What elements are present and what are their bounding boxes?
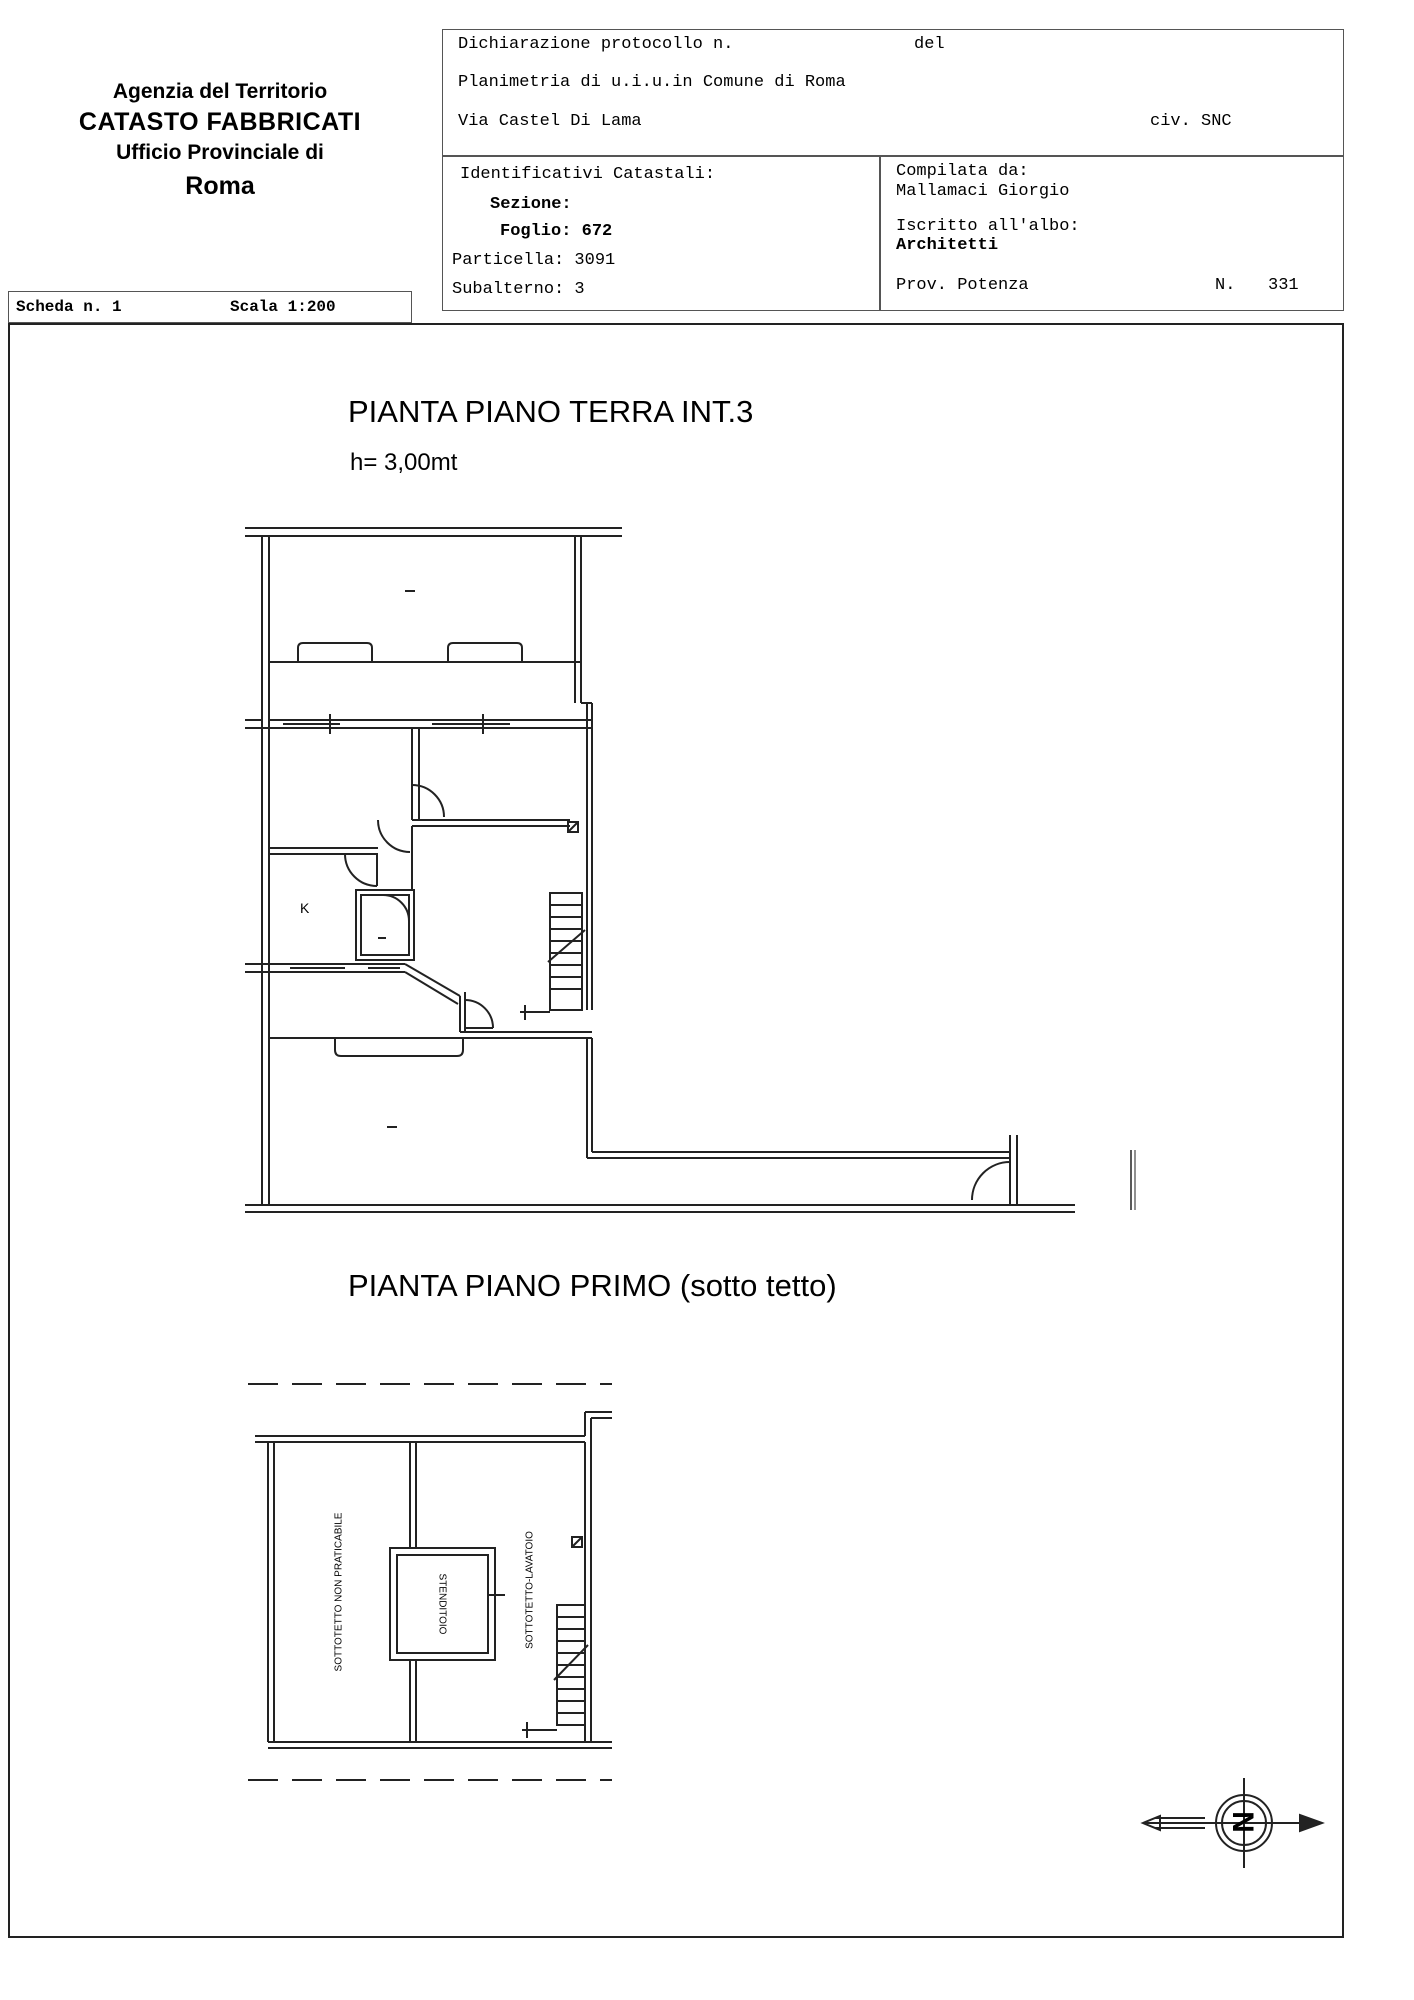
civic-number: civ. SNC: [1150, 112, 1232, 131]
province: Prov. Potenza: [896, 276, 1029, 295]
catastal-sezione: Sezione:: [490, 195, 572, 214]
catastal-particella: Particella: 3091: [452, 251, 616, 270]
ground-plan-height: h= 3,00mt: [350, 449, 458, 476]
first-plan-title: PIANTA PIANO PRIMO (sotto tetto): [348, 1268, 837, 1303]
address-line: Via Castel Di Lama: [458, 112, 642, 131]
ground-floor-plan: [245, 528, 1075, 1212]
first-floor-plan: [248, 1384, 612, 1780]
catastal-subalterno: Subalterno: 3: [452, 280, 585, 299]
scheda-number: Scheda n. 1: [16, 298, 122, 316]
attic-room-label: SOTTOTETTO NON PRATICABILE: [333, 1512, 345, 1672]
catastal-foglio: Foglio: 672: [500, 222, 613, 241]
ground-plan-title: PIANTA PIANO TERRA INT.3: [348, 394, 754, 429]
compiler-name: Mallamaci Giorgio: [896, 182, 1070, 201]
planimetria-line: Planimetria di u.i.u.in Comune di Roma: [458, 73, 846, 92]
compass-letter: N: [1225, 1811, 1259, 1833]
scheda-scale: Scala 1:200: [230, 298, 336, 316]
laundry-room-label: SOTTOTETTO-LAVATOIO: [524, 1531, 536, 1649]
drying-room-label: STENDITOIO: [436, 1573, 448, 1635]
catastal-title: Identificativi Catastali:: [460, 165, 716, 184]
kitchen-label: K: [300, 900, 310, 916]
protocol-label: Dichiarazione protocollo n.: [458, 35, 734, 54]
compiler-label: Compilata da:: [896, 162, 1029, 181]
albo-value: Architetti: [896, 236, 999, 255]
agency-name: Agenzia del Territorio: [112, 80, 328, 103]
protocol-del: del: [914, 35, 945, 54]
office-name: Ufficio Provinciale di: [116, 141, 324, 164]
office-city: Roma: [185, 172, 255, 200]
register-number: 331: [1268, 276, 1299, 295]
albo-label: Iscritto all'albo:: [896, 217, 1080, 236]
register-number-label: N.: [1215, 276, 1236, 295]
register-name: CATASTO FABBRICATI: [78, 108, 362, 136]
